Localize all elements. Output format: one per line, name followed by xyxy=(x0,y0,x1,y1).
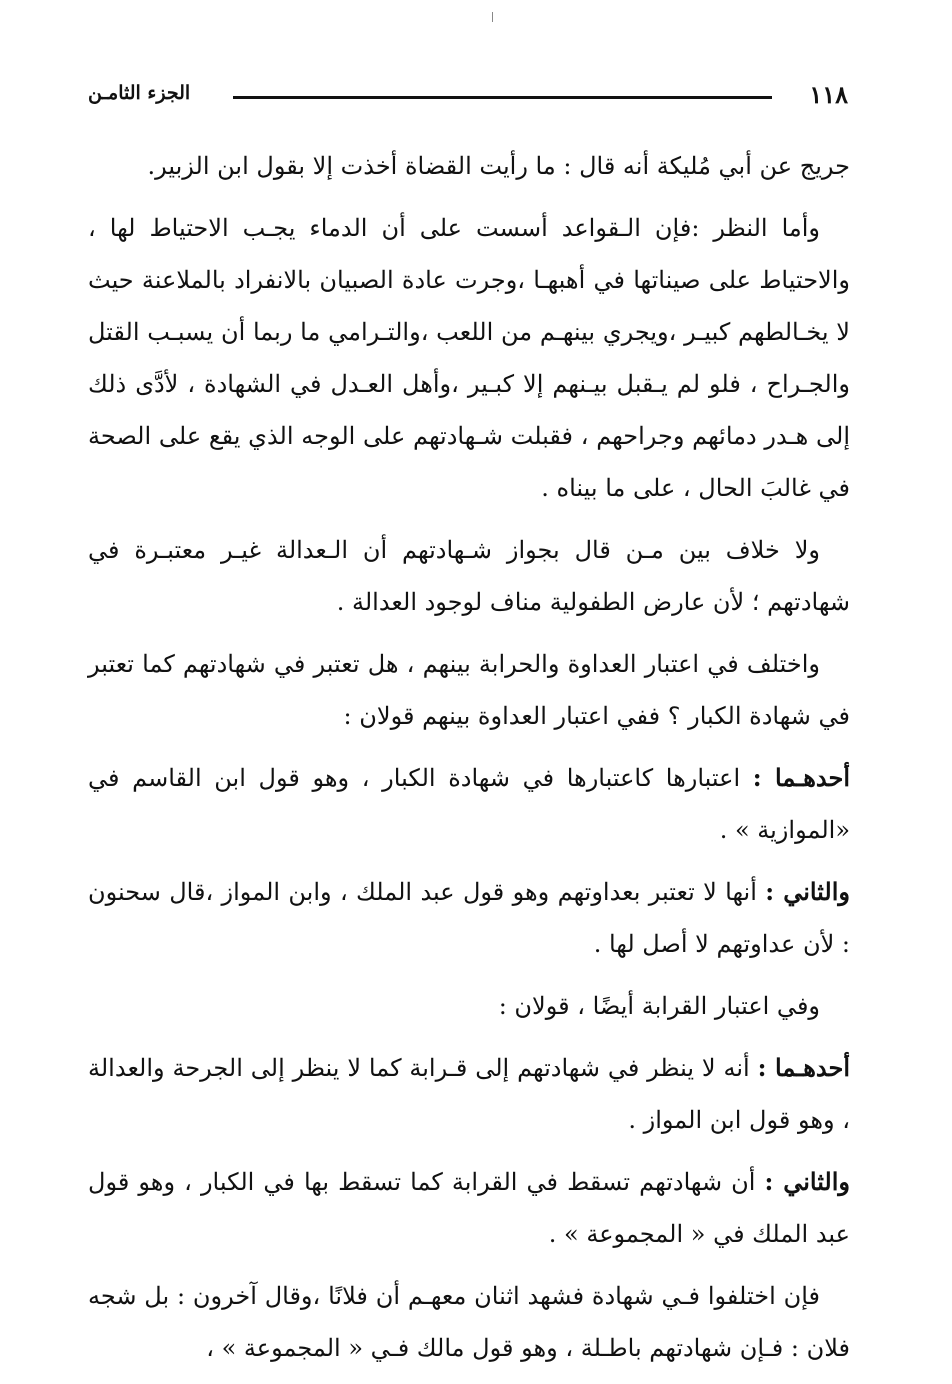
paragraph-text: اعتبارها كاعتبارها في شهادة الكبار ، وهو قول ابن القاسم في «الموازية » . xyxy=(88,764,850,844)
paragraph-text: وأما النظر :فإن الـقواعد أسست على أن الدماء يجـب الاحتياط لها ، والاحتياط على صيناتها في أهبهـا ،وجرت عادة الصبيان بالانفراد بالملاعنة حيث لا يخـالطهم كبيـر ،ويجري بينهـم من اللعب ،والتـرامي ما ربما أن يسبـب القتل والجـراح ، فلو لم يـقبل بيـنهم إلا كبـير ،وأهل العـدل في الشهادة ، لأدَّى ذلك إلى هـدر دمائهم وجراحهم ، فقبلت شـهادتهم على الوجه الذي يقع على الصحة في غالبَ الحال ، على ما بيناه . xyxy=(88,214,850,502)
paragraph-9 xyxy=(88,1156,850,1260)
page-number: ١١٨ xyxy=(809,80,848,109)
paragraph-5 xyxy=(88,752,850,856)
paragraph-text: أنها لا تعتبر بعداوتهم وهو قول عبد الملك ، وابن المواز ،قال سحنون : لأن عداوتهم لا أصل لها . xyxy=(88,878,850,958)
paragraph-text: أنه لا ينظر في شهادتهم إلى قـرابة كما لا ينظر إلى الجرحة والعدالة ، وهو قول ابن المواز . xyxy=(88,1054,850,1134)
paragraph-10 xyxy=(88,1270,850,1374)
paragraph-text: وفي اعتبار القرابة أيضًا ، قولان : xyxy=(498,992,820,1020)
paragraph-text: ولا خلاف بين مـن قال بجواز شـهادتهم أن الـعدالة غيـر معتبـرة في شهادتهم ؛ لأن عارض الطفولية مناف لوجود العدالة . xyxy=(88,536,850,616)
page-header xyxy=(88,78,848,118)
paragraph-7 xyxy=(88,980,850,1032)
paragraph-lead: والثاني : xyxy=(764,1167,851,1196)
body-text xyxy=(88,140,850,1384)
paragraph-1 xyxy=(88,140,850,192)
paragraph-lead: أحدهـما : xyxy=(757,1053,850,1082)
paragraph-text: أن شهادتهم تسقط في القرابة كما تسقط بها في الكبار ، وهو قول عبد الملك في « المجموعة » . xyxy=(88,1168,850,1248)
paragraph-lead: أحدهـما : xyxy=(752,763,850,792)
paragraph-text: واختلف في اعتبار العداوة والحرابة بينهم ، هل تعتبر في شهادتهم كما تعتبر في شهادة الكبار ؟ ففي اعتبار العداوة بينهم قولان : xyxy=(88,650,850,730)
paragraph-6 xyxy=(88,866,850,970)
paragraph-text: جريج عن أبي مُليكة أنه قال : ما رأيت القضاة أخذت إلا بقول ابن الزبير. xyxy=(147,152,850,180)
paragraph-2 xyxy=(88,202,850,514)
header-rule xyxy=(233,96,772,99)
running-title: الجزء الثامـن xyxy=(88,82,191,104)
paragraph-8 xyxy=(88,1042,850,1146)
paragraph-lead: والثاني : xyxy=(765,877,850,906)
paragraph-3 xyxy=(88,524,850,628)
paragraph-text: فإن اختلفوا فـي شهادة فشهد اثنان معهـم أن فلانًا ،وقال آخرون : بل شجه فلان : فـإن شهادتهم باطـلة ، وهو قول مالك فـي « المجموعة » ، xyxy=(88,1282,850,1362)
paragraph-4 xyxy=(88,638,850,742)
scan-mark xyxy=(492,12,493,22)
